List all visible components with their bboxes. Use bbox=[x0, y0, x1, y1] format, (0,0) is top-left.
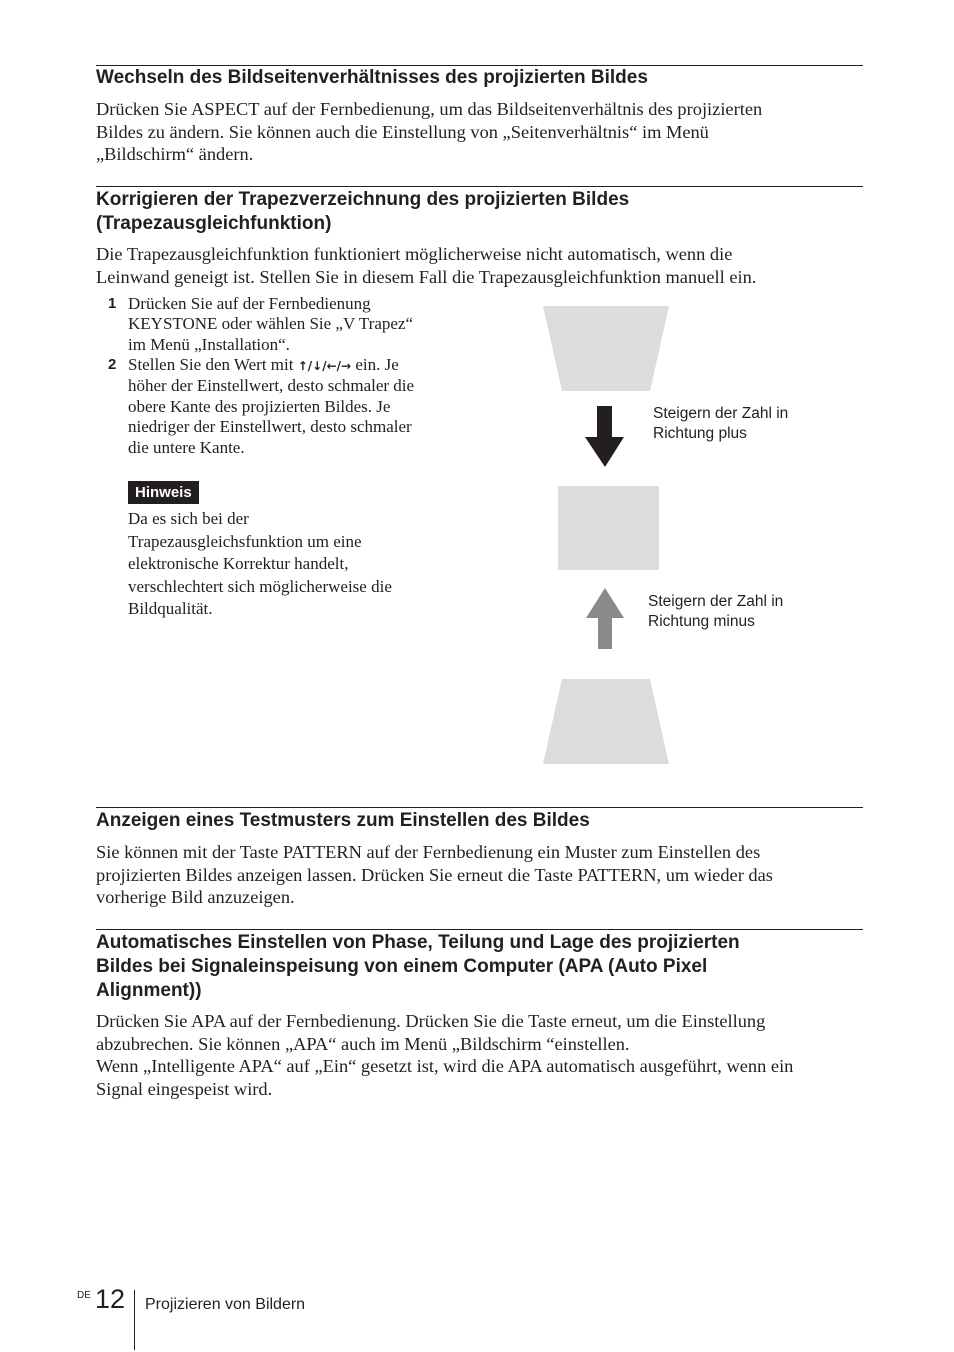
caption-line: Richtung minus bbox=[648, 613, 755, 630]
caption-plus bbox=[653, 404, 788, 444]
footer-chapter-title: Projizieren von Bildern bbox=[145, 1296, 306, 1313]
text-line: Leinwand geneigt ist. Stellen Sie in diesem Fall die Trapezausgleichfunktion manuell ein. bbox=[96, 266, 757, 287]
caption-line: Steigern der Zahl in bbox=[648, 593, 784, 610]
note-text bbox=[128, 508, 392, 621]
text-line: Bildqualität. bbox=[128, 599, 213, 619]
section-rule bbox=[96, 186, 863, 187]
text-line: Bildes zu ändern. Sie können auch die Einstellung von „Seitenverhältnis“ im Menü bbox=[96, 121, 709, 142]
text-line: „Bildschirm“ ändern. bbox=[96, 144, 254, 165]
text-line: Sie können mit der Taste PATTERN auf der Fernbedienung ein Muster zum Einstellen des bbox=[96, 842, 761, 862]
heading-line: (Trapezausgleichfunktion) bbox=[96, 213, 332, 234]
keystone-shape-narrow-bottom bbox=[543, 306, 669, 391]
heading-line: Alignment)) bbox=[96, 980, 202, 1001]
text-line: elektronische Korrektur handelt, bbox=[128, 554, 349, 574]
footer-divider bbox=[134, 1290, 135, 1350]
text-line: Signal eingespeist wird. bbox=[96, 1078, 273, 1099]
paragraph-aspect bbox=[96, 98, 863, 166]
text-line: im Menü „Installation“. bbox=[128, 334, 290, 354]
heading-line: Bildes bei Signaleinspeisung von einem Computer (APA (Auto Pixel bbox=[96, 956, 708, 977]
text-line: obere Kante des projizierten Bildes. Je bbox=[128, 396, 391, 416]
heading-line: Korrigieren der Trapezverzeichnung des projizierten Bildes bbox=[96, 189, 630, 210]
section-rule bbox=[96, 807, 863, 808]
text-line: höher der Einstellwert, desto schmaler die bbox=[128, 376, 415, 396]
step-number: 1 bbox=[108, 295, 117, 312]
keystone-diagram-svg bbox=[540, 300, 840, 770]
step-text bbox=[128, 355, 414, 458]
section-heading-aspect: Wechseln des Bildseitenverhältnisses des projizierten Bildes bbox=[96, 67, 648, 88]
step-text-end: ein. Je bbox=[351, 355, 399, 374]
step-text-start: Stellen Sie den Wert mit bbox=[128, 355, 298, 374]
text-line: Drücken Sie auf der Fernbedienung bbox=[128, 294, 371, 313]
text-line: Drücken Sie APA auf der Fernbedienung. Drücken Sie die Taste erneut, um die Einstellung bbox=[96, 1011, 766, 1031]
text-line: projizierten Bildes anzeigen lassen. Drücken Sie erneut die Taste PATTERN, um wieder das bbox=[96, 864, 773, 885]
footer-language-code: DE bbox=[77, 1290, 91, 1301]
arrow-down-icon bbox=[585, 406, 624, 467]
heading-line: Automatisches Einstellen von Phase, Teilung und Lage des projizierten bbox=[96, 932, 740, 953]
text-line bbox=[128, 355, 414, 376]
caption-line: Richtung plus bbox=[653, 425, 747, 442]
section-heading-keystone bbox=[96, 188, 863, 236]
section-heading-pattern: Anzeigen eines Testmusters zum Einstellen des Bildes bbox=[96, 810, 590, 831]
text-line: abzubrechen. Sie können „APA“ auch im Menü „Bildschirm “einstellen. bbox=[96, 1033, 630, 1054]
arrow-keys-icon: ↑/↓/←/→ bbox=[297, 359, 352, 373]
caption-line: Steigern der Zahl in bbox=[653, 405, 789, 422]
text-line: Die Trapezausgleichfunktion funktioniert möglicherweise nicht automatisch, wenn die bbox=[96, 244, 733, 264]
section-heading-apa bbox=[96, 931, 863, 1003]
paragraph-pattern bbox=[96, 841, 863, 909]
text-line: KEYSTONE oder wählen Sie „V Trapez“ bbox=[128, 314, 414, 334]
text-line: Da es sich bei der bbox=[128, 509, 249, 528]
keystone-diagram bbox=[540, 300, 840, 770]
arrow-up-icon bbox=[586, 588, 624, 649]
text-line: Wenn „Intelligente APA“ auf „Ein“ gesetzt ist, wird die APA automatisch ausgeführt, wenn ein bbox=[96, 1056, 794, 1077]
page-number: 12 bbox=[95, 1284, 126, 1314]
text-line: Drücken Sie ASPECT auf der Fernbedienung, um das Bildseitenverhältnis des projizierten bbox=[96, 99, 763, 119]
keystone-shape-rectangle bbox=[558, 486, 659, 570]
section-rule bbox=[96, 929, 863, 930]
text-line: vorherige Bild anzuzeigen. bbox=[96, 887, 295, 908]
keystone-shape-narrow-top bbox=[543, 679, 669, 764]
text-line: verschlechtert sich möglicherweise die bbox=[128, 576, 392, 596]
text-line: niedriger der Einstellwert, desto schmaler bbox=[128, 417, 412, 437]
note-label: Hinweis bbox=[128, 481, 199, 504]
caption-minus bbox=[648, 592, 783, 632]
step-number: 2 bbox=[108, 356, 117, 373]
paragraph-apa bbox=[96, 1010, 863, 1100]
text-line: die untere Kante. bbox=[128, 437, 245, 457]
paragraph-keystone bbox=[96, 243, 863, 288]
step-text bbox=[128, 294, 413, 355]
text-line: Trapezausgleichsfunktion um eine bbox=[128, 531, 362, 551]
